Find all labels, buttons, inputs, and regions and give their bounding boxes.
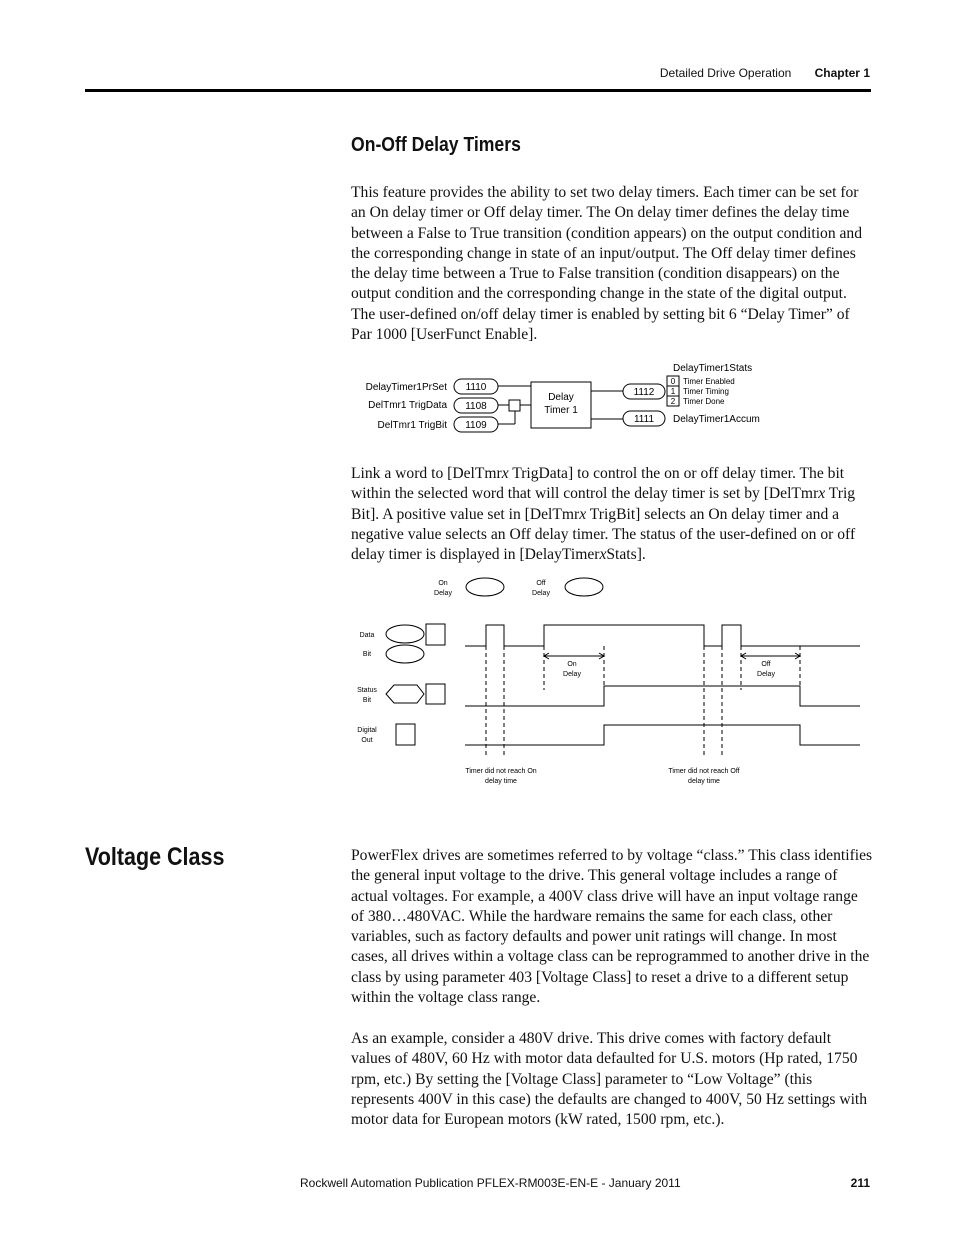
bit-1-label: Timer Timing — [683, 387, 729, 396]
label-trigbit: DelTmr1 TrigBit — [377, 420, 447, 431]
svg-text:Out: Out — [361, 737, 373, 744]
data-bit-box — [426, 624, 445, 645]
note-on: Timer did not reach On — [465, 768, 537, 775]
svg-text:Delay: Delay — [434, 590, 452, 597]
bit-0-label: Timer Enabled — [683, 377, 735, 386]
svg-text:Delay: Delay — [532, 590, 550, 597]
svg-text:1: 1 — [670, 387, 676, 396]
section-title-voltage-class: Voltage Class — [85, 843, 225, 871]
svg-text:1112: 1112 — [633, 387, 655, 398]
status-waveform — [465, 686, 860, 706]
timing-diagram — [357, 578, 860, 785]
header-chapter: Chapter 1 — [814, 66, 870, 80]
svg-text:Data: Data — [359, 632, 375, 639]
paragraph-delay-intro: This feature provides the ability to set two delay timers. Each timer can be set for an On delay timer or Off delay timer. The On delay timer defines the delay time between a False to True transition (condition appears) on the output condition and the corresponding change in state of an input/output. The Off delay timer defines the delay time between a True to False transition (condition disappears) on the output condition and the corresponding change in the state of the digital output. The user-defined on/off delay timer is enabled by setting bit 6 “Delay Timer” of Par 1000 [UserFunct Enable]. — [351, 184, 863, 344]
svg-text:2: 2 — [670, 397, 676, 406]
svg-text:1109: 1109 — [465, 420, 487, 431]
label-prset: DelayTimer1PrSet — [365, 382, 447, 393]
note-off: Timer did not reach Off — [668, 768, 740, 775]
page-number: 211 — [850, 1176, 870, 1190]
svg-text:delay time: delay time — [688, 778, 720, 785]
svg-text:delay time: delay time — [485, 778, 517, 785]
header-section: Detailed Drive Operation — [659, 66, 792, 80]
stats-title: DelayTimer1Stats — [673, 363, 753, 374]
svg-text:Digital: Digital — [357, 727, 377, 734]
legend-off-delay-oval — [565, 578, 603, 596]
delay-timer-block-diagram — [366, 363, 760, 432]
svg-text:Bit: Bit — [362, 697, 372, 704]
digital-out-waveform — [465, 725, 860, 745]
svg-text:Status: Status — [357, 687, 377, 694]
bit-select-box — [509, 400, 520, 411]
svg-text:1110: 1110 — [465, 382, 487, 393]
paragraph-delay-link: Link a word to [DelTmrx TrigData] to control the on or off delay timer. The bit within the selected word that will control the delay timer is set by [DelTmrx Trig Bit]. A positive value set in [DelTmrx TrigBit] selects an On delay timer and a negative value selects an Off delay timer. The status of the user-defined on or off delay timer is displayed in [DelayTimerxStats]. — [351, 465, 856, 564]
svg-text:1108: 1108 — [465, 401, 487, 412]
svg-text:On: On — [567, 661, 577, 668]
paragraph-voltage-example: As an example, consider a 480V drive. This drive comes with factory default values of 480V, 60 Hz with motor data defaulted for U.S. motors (Hp rated, 1750 rpm, etc.) By setting the [Voltage Class] parameter to “Low Voltage” (this represents 400V in this case) the defaults are changed to 400V, 50 Hz settings with motor data for European motors (kW rated, 1500 rpm, etc.). — [351, 1030, 868, 1129]
bit-oval — [386, 645, 424, 663]
status-box — [426, 684, 445, 704]
svg-text:Off: Off — [761, 661, 771, 668]
svg-text:0: 0 — [670, 377, 676, 386]
bit-2-label: Timer Done — [683, 397, 725, 406]
data-bit-waveform — [465, 625, 860, 646]
footer-publication: Rockwell Automation Publication PFLEX-RM003E-EN-E - January 2011 — [300, 1176, 681, 1190]
data-oval — [386, 625, 424, 643]
status-hex — [386, 685, 424, 703]
svg-text:Timer 1: Timer 1 — [544, 405, 578, 416]
time-guides — [486, 646, 800, 757]
legend-on-delay-oval — [466, 578, 504, 596]
svg-text:Delay: Delay — [563, 671, 581, 678]
svg-text:Bit: Bit — [362, 651, 372, 658]
svg-text:Delay: Delay — [757, 671, 775, 678]
digital-out-box — [396, 724, 415, 745]
paragraph-voltage-class: PowerFlex drives are sometimes referred to by voltage “class.” This class identifies the general input voltage to the drive. This general voltage includes a range of actual voltages. For example, a 400V class drive will have an input voltage range of 380…480VAC. While the hardware remains the same for each class, other variables, such as factory defaults and power unit ratings will change. In most cases, all drives within a voltage class can be reprogrammed to another drive in the class by using parameter 403 [Voltage Class] to reset a drive to a different setup within the voltage class range. — [351, 847, 873, 1007]
label-trigdata: DelTmr1 TrigData — [368, 400, 447, 411]
accum-label: DelayTimer1Accum — [673, 414, 760, 425]
svg-text:Off: Off — [536, 580, 546, 587]
svg-text:1111: 1111 — [633, 414, 655, 425]
section-title-delay-timers: On-Off Delay Timers — [351, 134, 521, 156]
svg-text:On: On — [438, 580, 448, 587]
svg-text:Delay: Delay — [548, 392, 574, 403]
